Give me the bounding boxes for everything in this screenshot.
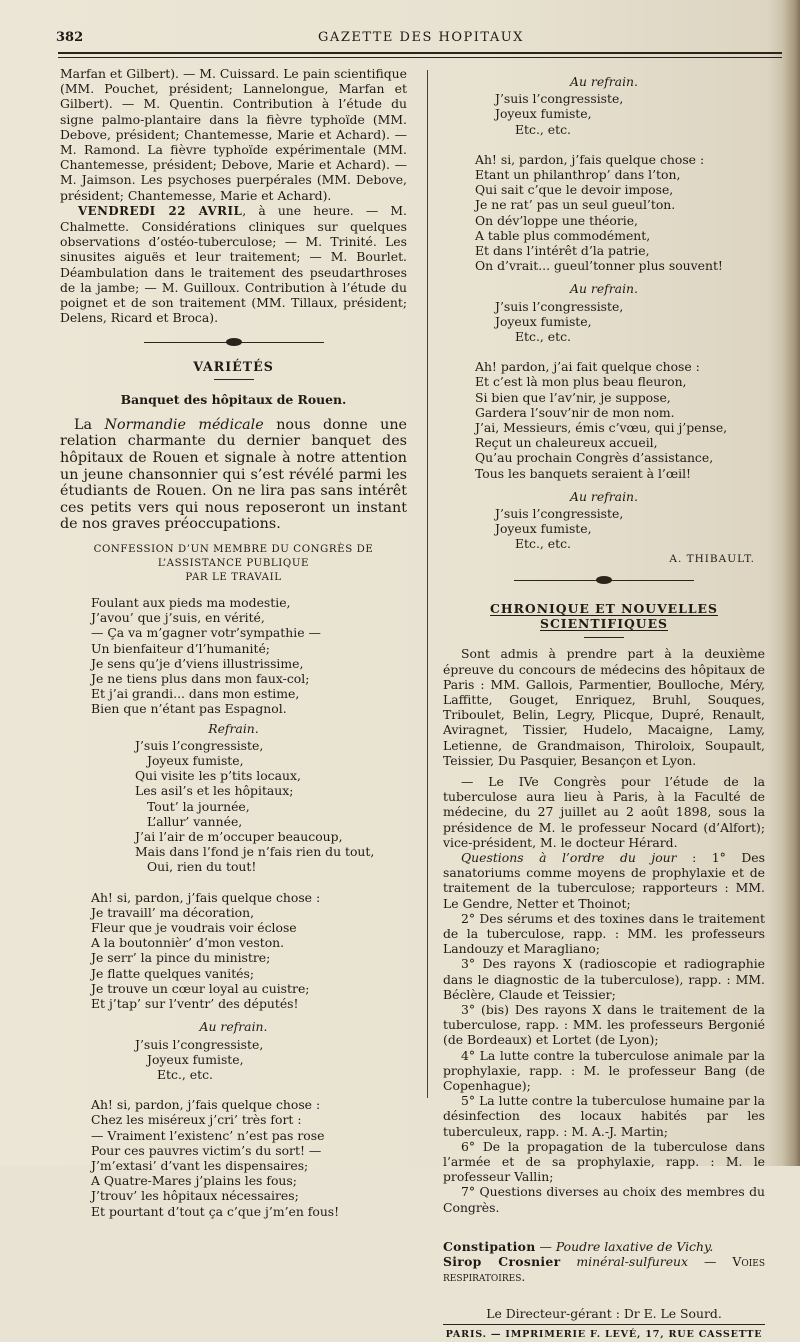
verse-line: J’suis l’congressiste, xyxy=(495,506,624,522)
verse-line: Joyeux fumiste, xyxy=(495,106,592,122)
title-rule xyxy=(584,637,624,638)
journal-name: Normandie médicale xyxy=(104,416,264,433)
refrain-full xyxy=(135,738,407,875)
verse-line: Les asil’s et les hôpitaux; xyxy=(135,783,294,799)
chronicle-paragraph: 2° Des sérums et des toxines dans le traitement de la tuberculose, rapp. : MM. les professeurs Landouzy et Maragliano; xyxy=(443,910,765,957)
refrain-heading: Au refrain. xyxy=(570,488,638,504)
poem-stanza-2 xyxy=(91,890,407,1012)
verse-line: Et j’ai grandi... dans mon estime, xyxy=(91,686,300,702)
verse-line: J’trouv’ les hôpitaux nécessaires; xyxy=(91,1188,299,1204)
advertisements xyxy=(443,1239,765,1285)
refrain-heading: Au refrain. xyxy=(570,281,638,297)
verse-line: Je ne tiens plus dans mon faux-col; xyxy=(91,671,310,687)
verse-line: A Quatre-Mares j’plains les fous; xyxy=(91,1173,297,1189)
poem-title: CONFESSION D’UN MEMBRE DU CONGRÈS DE L’ASSISTANCE PUBLIQUE PAR LE TRAVAIL xyxy=(93,544,374,584)
verse-line: Tous les banquets seraient à l’œil! xyxy=(475,465,692,481)
verse-line: Bien que n’étant pas Espagnol. xyxy=(91,701,287,717)
chronicle-paragraph: 4° La lutte contre la tuberculose animale par la prophylaxie, rapp. : M. le professeur Bang (de Copenhague); xyxy=(443,1047,765,1093)
verse-line: Mais dans l’fond je n’fais rien du tout, xyxy=(135,844,375,860)
verse-line: J’ai l’air de m’occuper beaucoup, xyxy=(135,829,343,845)
verse-line: Je ne rat’ pas un seul gueul’ton. xyxy=(475,197,676,213)
refrain-short xyxy=(495,506,765,552)
refrain-heading: Au refrain. xyxy=(199,1019,268,1035)
verse-line: — Ça va m’gagner votr’sympathie — xyxy=(91,625,321,641)
running-header xyxy=(56,30,782,50)
verse-line: J’suis l’congressiste, xyxy=(135,1036,264,1052)
verse-line: Qu’au prochain Congrès d’assistance, xyxy=(475,450,714,466)
poem-stanza-3 xyxy=(91,1097,407,1219)
verse-line: J’suis l’congressiste, xyxy=(495,298,624,314)
article-lead: La Normandie médicale nous donne une relation charmante du dernier banquet des hôpitaux de Rouen et signale à notre attention un jeune chansonnier qui s’est révélé parmi les étudiants de Rouen. On ne lira pas sans intérêt ces petits vers qui nous reposeront un instant de nos graves préoccupations. xyxy=(60,416,408,533)
thesis-list-continued: Marfan et Gilbert). — M. Cuissard. Le pain scientifique (MM. Pouchet, président; Lannelongue, Marfan et Gilbert). — M. Quentin. Contribution à l’étude du signe palmo-plantaire dans la fièvre typhoïde (MM. Debove, président; Chantemesse, Marie et Achard). — M. Ramond. La fièvre typhoïde expérimentale (MM. Chantemesse, président; Debove, Marie et Achard). — M. Jaimson. Les psychoses puerpérales (MM. Debove, président; Chantemesse, Marie et Achard). xyxy=(60,66,407,203)
friday-text: , à une heure. — M. Chalmette. Considérations cliniques sur quelques observations d’ostéo-tuberculose; — M. Trinité. Les sinusites aiguës et leur traitement; — M. Bourlet. Déambulation dans le traitement des pseudarthroses de la jambe; — M. Guilloux. Contribution à l’étude du poignet et de son traitement (MM. Tillaux, président; Delens, Ricard et Broca). xyxy=(60,202,407,326)
verse-line: Ah! si, pardon, j’fais quelque chose : xyxy=(475,151,705,167)
chronicle-paragraph: 6° De la propagation de la tuberculose dans l’armée et de sa prophylaxie, rapp. : M. le professeur Vallin; xyxy=(443,1138,765,1185)
title-rule xyxy=(214,379,254,380)
verse-line: Fleur que je voudrais voir éclose xyxy=(91,920,297,936)
chronicle-paragraph: 5° La lutte contre la tuberculose humaine par la désinfection des locaux habités par les tuberculeux, rapp. : M. A.-J. Martin; xyxy=(443,1093,765,1139)
friday-date: VENDREDI 22 AVRIL xyxy=(78,203,243,218)
chronicle-title: CHRONIQUE ET NOUVELLES SCIENTIFIQUES xyxy=(490,600,718,632)
header-rule-thick xyxy=(58,52,782,54)
verse-line: Oui, rien du tout! xyxy=(147,859,257,875)
section-title: VARIÉTÉS xyxy=(193,359,274,375)
verse-line: Je trouve un cœur loyal au cuistre; xyxy=(91,980,310,996)
verse-line: Qui visite les p’tits locaux, xyxy=(135,768,301,784)
verse-line: A la boutonnièr’ d’mon veston. xyxy=(91,935,285,951)
refrain-heading: Au refrain. xyxy=(570,74,638,89)
section-ornament xyxy=(443,571,765,591)
verse-line: Ah! pardon, j’ai fait quelque chose : xyxy=(475,359,700,375)
verse-line: Joyeux fumiste, xyxy=(147,1051,244,1067)
verse-line: Je sens qu’je d’viens illustrissime, xyxy=(91,655,304,671)
verse-line: Joyeux fumiste, xyxy=(147,753,244,769)
verse-line: Je serr’ la pince du ministre; xyxy=(91,950,271,966)
header-rule-thin xyxy=(58,57,782,58)
ad-sirop-crosnier: Sirop Crosnier minéral-sulfureux — Voies respiratoires. xyxy=(443,1254,766,1285)
ad-constipation: Constipation — Poudre laxative de Vichy. xyxy=(443,1238,714,1254)
poem-stanza-4 xyxy=(475,152,765,274)
chronicle-paragraph: Questions à l’ordre du jour : 1° Des sanatoriums comme moyens de prophylaxie et de traitement de la tuberculose; rapporteurs : MM. Le Gendre, Netter et Thoinot; xyxy=(443,849,765,911)
verse-line: Etc., etc. xyxy=(157,1066,213,1082)
verse-line: Joyeux fumiste, xyxy=(495,313,592,329)
verse-line: Joyeux fumiste, xyxy=(495,521,592,537)
verse-line: Reçut un chaleureux accueil, xyxy=(475,435,658,451)
verse-line: Foulant aux pieds ma modestie, xyxy=(91,595,291,611)
page-edge-shadow xyxy=(782,0,800,1166)
verse-line: Qui sait c’que le devoir impose, xyxy=(475,182,674,198)
verse-line: — Vraiment l’existenc’ n’est pas rose xyxy=(91,1127,325,1143)
verse-line: A table plus commodément, xyxy=(475,227,651,243)
chronicle-paragraph: 3° Des rayons X (radioscopie et radiographie dans le diagnostic de la tuberculose), rapp. : MM. Béclère, Claude et Teissier; xyxy=(443,956,765,1002)
verse-line: J’suis l’congressiste, xyxy=(495,91,624,107)
article-title: Banquet des hôpitaux de Rouen. xyxy=(120,391,347,407)
verse-line: Et j’tap’ sur l’ventr’ des députés! xyxy=(91,996,299,1012)
refrain-short xyxy=(495,91,765,137)
verse-line: Si bien que l’av’nir, je suppose, xyxy=(475,389,671,405)
verse-line: Et c’est là mon plus beau fleuron, xyxy=(475,374,687,390)
left-column xyxy=(60,66,407,1219)
verse-line: Etc., etc. xyxy=(515,329,571,345)
poem-stanza-1 xyxy=(91,595,407,717)
verse-line: On dév’loppe une théorie, xyxy=(475,212,638,228)
verse-line: On d’vrait... gueul’tonner plus souvent! xyxy=(475,258,723,274)
verse-line: Et pourtant d’tout ça c’que j’m’en fous! xyxy=(91,1203,340,1219)
verse-line: Je flatte quelques vanités; xyxy=(91,965,255,981)
chronicle-paragraph: 7° Questions diverses au choix des membres du Congrès. xyxy=(443,1184,765,1215)
verse-line: L’allur’ vannée, xyxy=(147,813,243,829)
verse-line: J’suis l’congressiste, xyxy=(135,737,264,753)
verse-line: J’ai, Messieurs, émis c’vœu, qui j’pense, xyxy=(475,420,728,436)
verse-line: Et dans l’intérêt d’la patrie, xyxy=(475,243,650,259)
friday-schedule xyxy=(60,203,407,326)
verse-line: Etc., etc. xyxy=(515,121,571,137)
verse-line: J’m’extasi’ d’vant les dispensaires; xyxy=(91,1157,309,1173)
verse-line: Tout’ la journée, xyxy=(147,798,250,814)
right-column xyxy=(443,66,765,1342)
verse-line: Etant un philanthrop’ dans l’ton, xyxy=(475,167,681,183)
column-divider xyxy=(427,70,428,1098)
section-ornament xyxy=(60,333,407,353)
chronicle-paragraph: 3° (bis) Des rayons X dans le traitement de la tuberculose, rapp. : MM. les professeurs Bergonié (de Bordeaux) et Lortet (de Lyon); xyxy=(443,1001,765,1048)
verse-line: Etc., etc. xyxy=(515,536,571,552)
author-signature: A. THIBAULT. xyxy=(669,552,755,565)
verse-line: Chez les miséreux j’cri’ très fort : xyxy=(91,1112,302,1128)
poem-stanza-5 xyxy=(475,359,765,481)
verse-line: Ah! si, pardon, j’fais quelque chose : xyxy=(91,1097,321,1113)
director-line: Le Directeur-gérant : Dr E. Le Sourd. xyxy=(486,1306,722,1322)
page-number: 382 xyxy=(56,30,84,45)
verse-line: Ah! si, pardon, j’fais quelque chose : xyxy=(91,889,321,905)
verse-line: Je travaill’ ma décoration, xyxy=(91,904,255,920)
refrain-short xyxy=(495,299,765,345)
verse-line: Pour ces pauvres victim’s du sort! — xyxy=(91,1142,322,1158)
refrain-heading: Refrain. xyxy=(208,720,259,736)
verse-line: Gardera l’souv’nir de mon nom. xyxy=(475,404,675,420)
chronicle-paragraph: — Le IVe Congrès pour l’étude de la tuberculose aura lieu à Paris, à la Faculté de médecine, du 27 juillet au 2 août 1898, sous la présidence de M. le professeur Nocard (d’Alfort); vice-président, M. le docteur Hérard. xyxy=(443,773,765,850)
printer-imprint: PARIS. — IMPRIMERIE F. LEVÉ, 17, RUE CASSETTE xyxy=(445,1328,763,1340)
footer-rule xyxy=(443,1324,765,1325)
verse-line: Un bienfaiteur d’l’humanité; xyxy=(91,640,270,656)
journal-title: GAZETTE DES HOPITAUX xyxy=(318,30,524,45)
chronicle-paragraph: Sont admis à prendre part à la deuxième épreuve du concours de médecins des hôpitaux de Paris : MM. Gallois, Parmentier, Boulloche, Méry, Laffitte, Gouget, Enriquez, Bruhl, Souques, Triboulet, Belin, Legry, Plicque, Dupré, Renault, Aviragnet, Tissier, Hudelo, Macaigne, Lamy, Letienne, de Grandmaison, Thiroloix, Soupault, Teissier, Du Pasquier, Besançon et Lyon. xyxy=(443,646,765,768)
refrain-short xyxy=(135,1037,407,1083)
verse-line: J’avou’ que j’suis, en vérité, xyxy=(91,610,265,626)
